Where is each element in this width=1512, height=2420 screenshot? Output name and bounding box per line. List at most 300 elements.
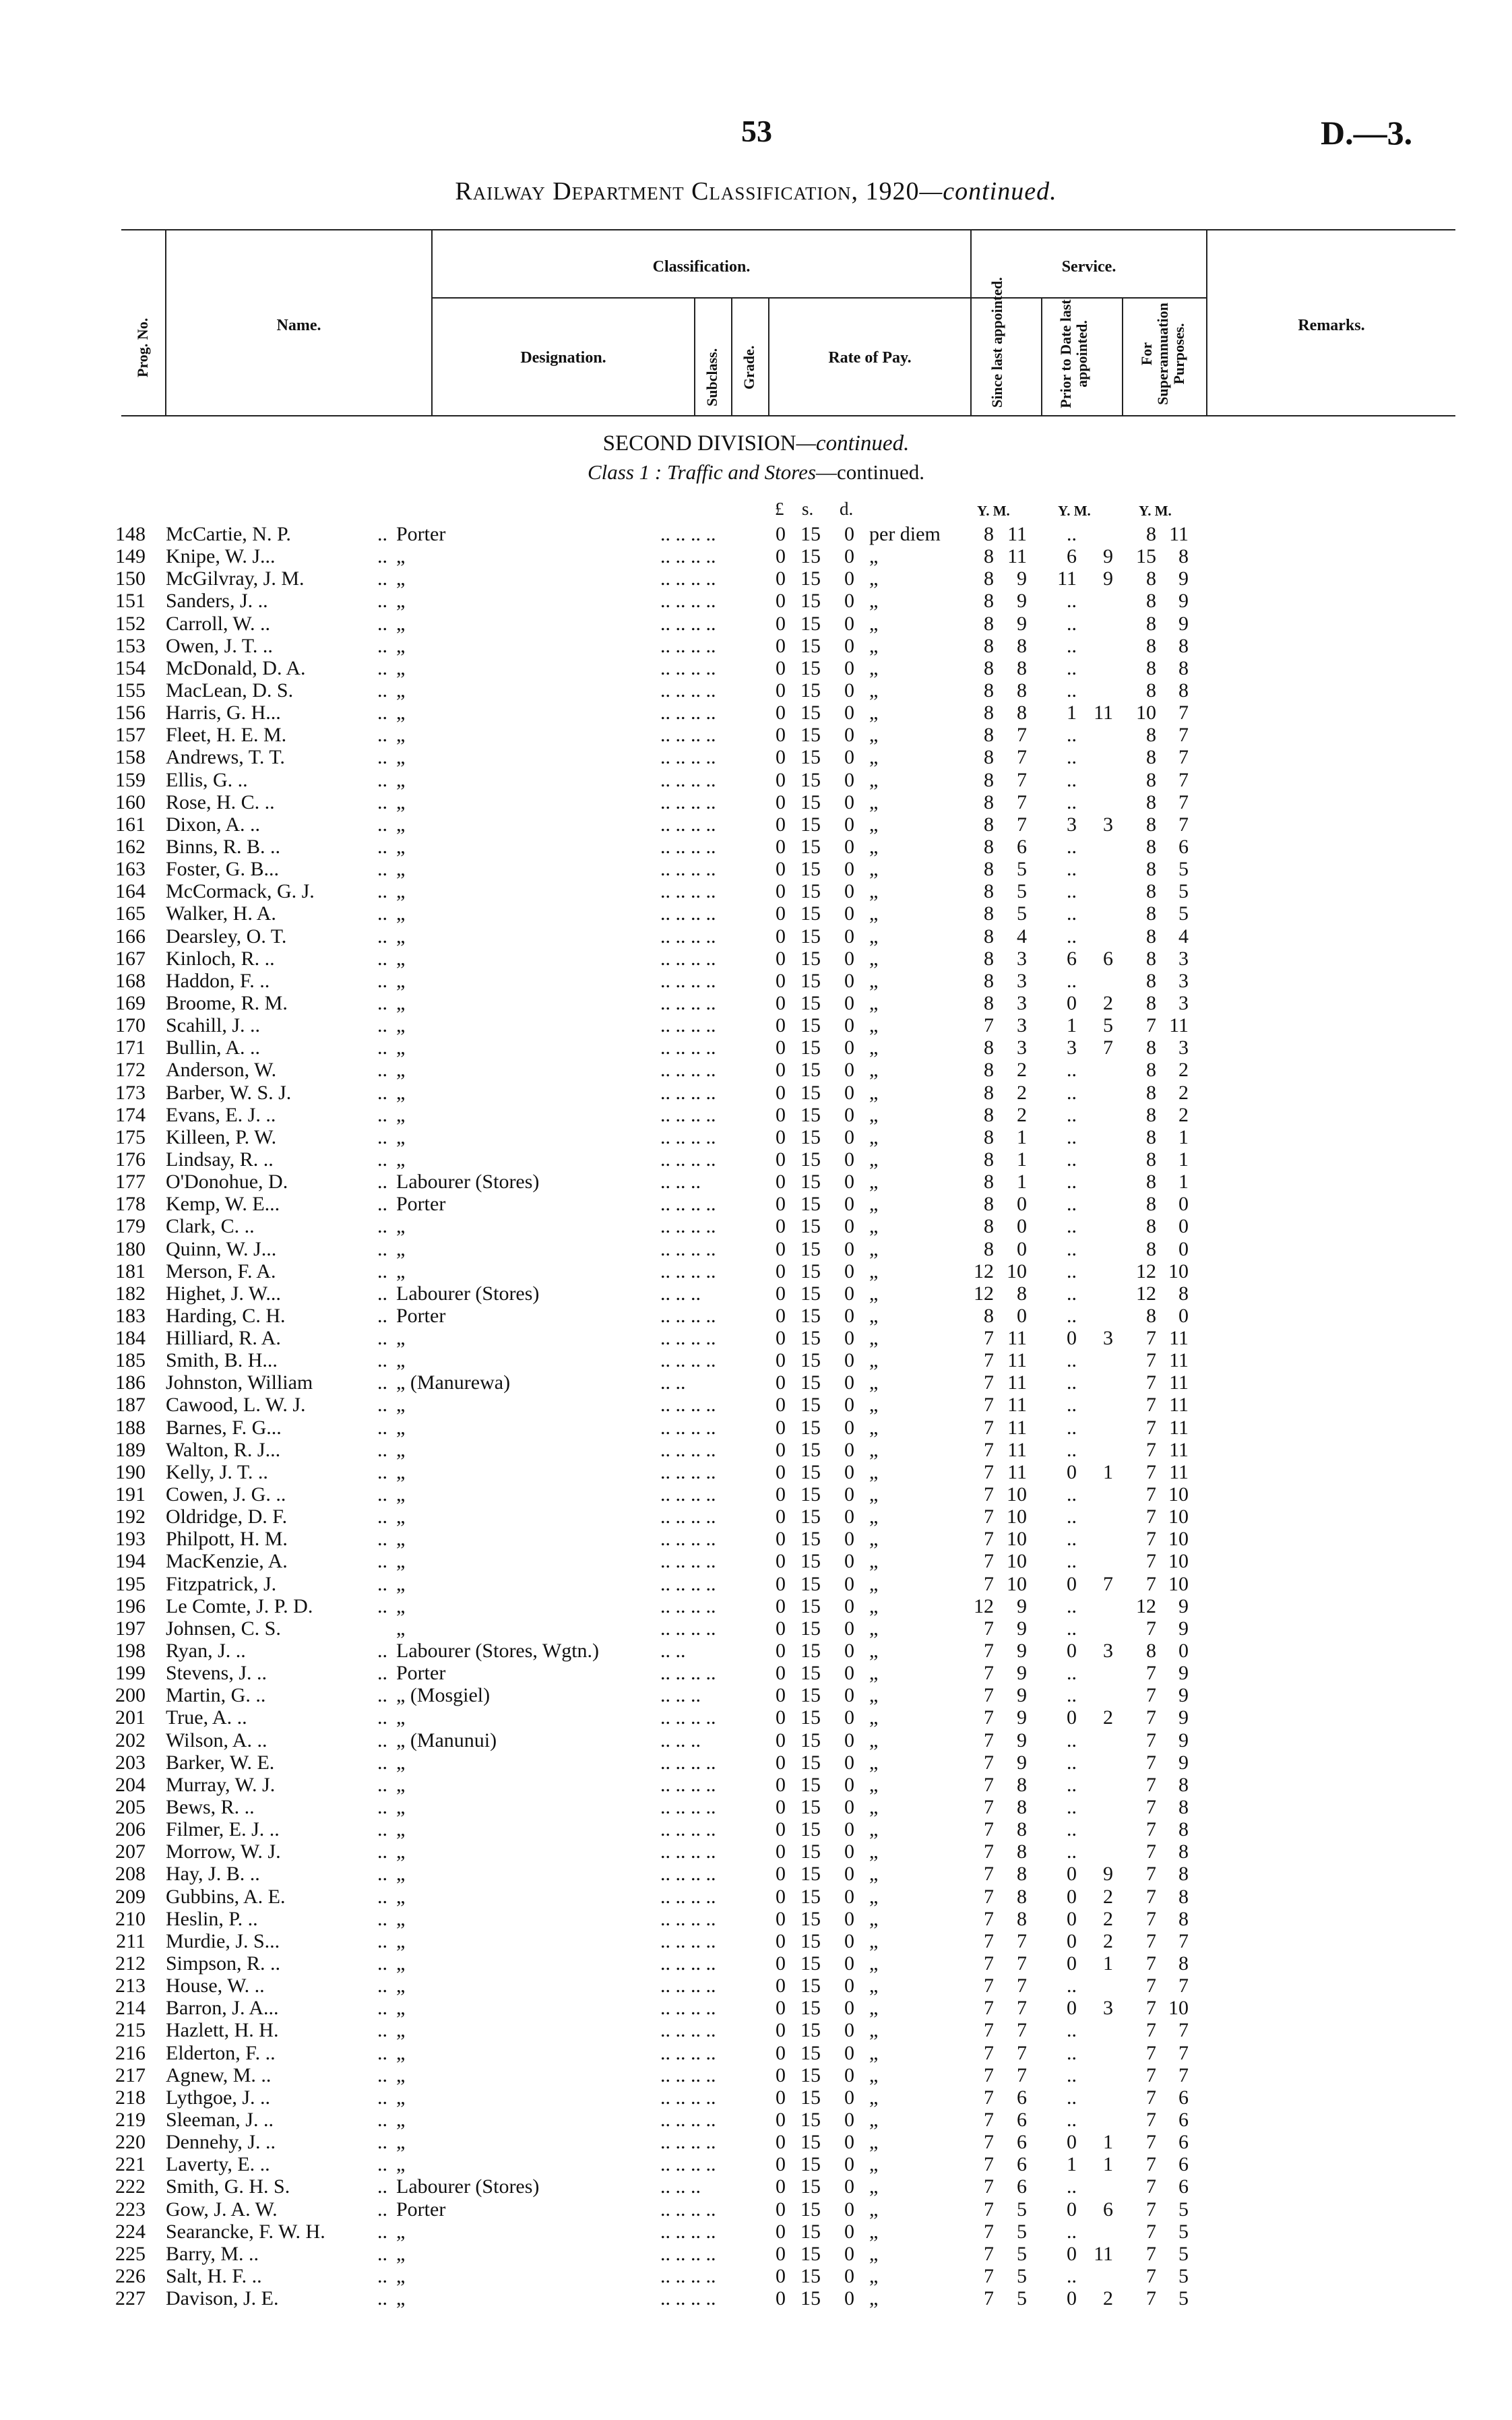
pay-pounds: 0 — [776, 1483, 786, 1506]
leader-dots: .. .. .. .. — [660, 1572, 716, 1595]
prior-years: 0 — [1067, 2242, 1077, 2265]
super-years: 7 — [1146, 1952, 1156, 1975]
prior-months: 2 — [1103, 991, 1113, 1014]
designation: „ — [396, 1997, 406, 2020]
leader-dots: .. .. .. .. — [660, 2264, 716, 2287]
leader-dots: .. .. .. .. — [660, 1594, 716, 1617]
prior-years: 0 — [1067, 1640, 1077, 1663]
since-years: 8 — [984, 1193, 994, 1216]
table-row — [0, 1148, 1512, 1171]
designation: „ — [396, 1059, 406, 1082]
pay-shillings: 15 — [800, 1215, 821, 1238]
prior-months: 3 — [1103, 1640, 1113, 1663]
pay-shillings: 15 — [800, 2175, 821, 2198]
super-years: 7 — [1146, 1483, 1156, 1506]
leader-dots: .. .. .. .. — [660, 567, 716, 590]
designation: „ — [396, 679, 406, 702]
pay-pence: 0 — [844, 1036, 854, 1059]
super-months: 10 — [1168, 1572, 1189, 1595]
pay-pounds: 0 — [776, 1796, 786, 1819]
pay-pence: 0 — [844, 1193, 854, 1216]
since-years: 7 — [984, 2064, 994, 2086]
employee-name: Cowen, J. G. .. — [166, 1483, 286, 1506]
super-months: 7 — [1178, 790, 1189, 813]
pay-pounds: 0 — [776, 545, 786, 568]
prog-no: 149 — [115, 545, 146, 568]
pay-shillings: 15 — [800, 1528, 821, 1551]
designation: „ — [396, 835, 406, 858]
prog-no: 166 — [115, 925, 146, 948]
pay-pounds: 0 — [776, 1371, 786, 1394]
table-row — [0, 1729, 1512, 1751]
since-months: 3 — [1017, 1036, 1027, 1059]
pay-pence: 0 — [844, 702, 854, 724]
table-row — [0, 1506, 1512, 1528]
pay-pounds: 0 — [776, 1684, 786, 1707]
table-row — [0, 1640, 1512, 1662]
employee-name: Evans, E. J. .. — [166, 1103, 276, 1126]
super-years: 7 — [1146, 2041, 1156, 2064]
since-years: 8 — [984, 724, 994, 747]
leader-dots: .. .. .. .. — [660, 1327, 716, 1350]
leader-dots: .. .. .. .. — [660, 1260, 716, 1282]
super-years: 8 — [1146, 947, 1156, 970]
since-years: 7 — [984, 1349, 994, 1372]
pay-shillings: 15 — [800, 1594, 821, 1617]
leader-dots: .. .. .. .. — [660, 1483, 716, 1506]
pay-pence: 0 — [844, 1796, 854, 1819]
super-months: 3 — [1178, 991, 1189, 1014]
name-leader: .. — [377, 1818, 387, 1841]
since-years: 8 — [984, 523, 994, 545]
pay-shillings: 15 — [800, 2086, 821, 2109]
designation: „ — [396, 1394, 406, 1417]
super-months: 8 — [1178, 1796, 1189, 1819]
leader-dots: .. .. .. .. — [660, 813, 716, 836]
table-row — [0, 925, 1512, 948]
super-months: 0 — [1178, 1304, 1189, 1327]
pay-period: „ — [869, 1349, 879, 1372]
pay-pounds: 0 — [776, 1349, 786, 1372]
table-row — [0, 2221, 1512, 2243]
pay-period: „ — [869, 1617, 879, 1640]
prior-years: 3 — [1067, 1036, 1077, 1059]
pay-pence: 0 — [844, 2086, 854, 2109]
pay-pence: 0 — [844, 1416, 854, 1439]
super-months: 9 — [1178, 1706, 1189, 1729]
leader-dots: .. .. .. .. — [660, 634, 716, 657]
prog-no: 176 — [115, 1148, 146, 1171]
super-months: 8 — [1178, 1773, 1189, 1796]
pay-shillings: 15 — [800, 1304, 821, 1327]
prior-years: 0 — [1067, 1572, 1077, 1595]
table-row — [0, 1550, 1512, 1572]
pay-shillings: 15 — [800, 1684, 821, 1707]
pay-shillings: 15 — [800, 612, 821, 635]
since-months: 2 — [1017, 1081, 1027, 1104]
since-months: 5 — [1017, 858, 1027, 881]
pay-pence: 0 — [844, 991, 854, 1014]
pay-pence: 0 — [844, 1640, 854, 1663]
employee-name: Searancke, F. W. H. — [166, 2220, 325, 2243]
pay-shillings: 15 — [800, 2264, 821, 2287]
pay-shillings: 15 — [800, 724, 821, 747]
since-months: 9 — [1017, 567, 1027, 590]
prior-months: 2 — [1103, 1907, 1113, 1930]
pay-shillings: 15 — [800, 1081, 821, 1104]
super-years: 7 — [1146, 2198, 1156, 2221]
header-classification: Classification. — [652, 258, 751, 276]
leader-dots: .. .. .. .. — [660, 612, 716, 635]
table-row — [0, 1818, 1512, 1840]
since-years: 8 — [984, 858, 994, 881]
pay-pence: 0 — [844, 545, 854, 568]
super-months: 8 — [1178, 634, 1189, 657]
name-leader: .. — [377, 1438, 387, 1461]
pay-pounds: 0 — [776, 2108, 786, 2131]
since-years: 7 — [984, 2198, 994, 2221]
pay-shillings: 15 — [800, 858, 821, 881]
designation: „ — [396, 2086, 406, 2109]
leader-dots: .. .. .. .. — [660, 1662, 716, 1685]
leader-dots: .. .. .. .. — [660, 724, 716, 747]
pay-shillings: 15 — [800, 1438, 821, 1461]
pay-pence: 0 — [844, 1617, 854, 1640]
since-months: 11 — [1007, 1394, 1027, 1417]
since-months: 8 — [1017, 1840, 1027, 1863]
name-leader: .. — [377, 746, 387, 769]
super-years: 8 — [1146, 1036, 1156, 1059]
super-years: 8 — [1146, 969, 1156, 992]
super-months: 11 — [1169, 1327, 1189, 1350]
super-months: 10 — [1168, 1550, 1189, 1573]
pay-pence: 0 — [844, 858, 854, 881]
pay-pence: 0 — [844, 567, 854, 590]
name-leader: .. — [377, 2220, 387, 2243]
pay-period: „ — [869, 1125, 879, 1148]
pay-shillings: 15 — [800, 2131, 821, 2154]
prog-no: 169 — [115, 991, 146, 1014]
prog-no: 175 — [115, 1125, 146, 1148]
table-row — [0, 1394, 1512, 1416]
pay-pounds: 0 — [776, 1282, 786, 1305]
pay-period: „ — [869, 1171, 879, 1193]
pay-period: „ — [869, 1975, 879, 1997]
designation: Labourer (Stores, Wgtn.) — [396, 1640, 600, 1663]
employee-name: Smith, B. H... — [166, 1349, 278, 1372]
pay-pounds: 0 — [776, 813, 786, 836]
name-leader: .. — [377, 1349, 387, 1372]
since-months: 11 — [1007, 545, 1027, 568]
designation: „ — [396, 1081, 406, 1104]
pay-shillings: 15 — [800, 1237, 821, 1260]
pay-period: „ — [869, 2108, 879, 2131]
table-row — [0, 2243, 1512, 2265]
prog-no: 162 — [115, 835, 146, 858]
employee-name: Andrews, T. T. — [166, 746, 285, 769]
since-months: 10 — [1007, 1528, 1027, 1551]
pay-pence: 0 — [844, 1438, 854, 1461]
pay-pence: 0 — [844, 1148, 854, 1171]
employee-name: Merson, F. A. — [166, 1260, 276, 1282]
pay-pence: 0 — [844, 1550, 854, 1573]
pay-period: „ — [869, 813, 879, 836]
designation: „ — [396, 947, 406, 970]
pay-shillings: 15 — [800, 679, 821, 702]
prog-no: 209 — [115, 1885, 146, 1908]
employee-name: Davison, J. E. — [166, 2287, 279, 2310]
employee-name: Martin, G. .. — [166, 1684, 266, 1707]
since-years: 8 — [984, 634, 994, 657]
table-row — [0, 2265, 1512, 2287]
leader-dots: .. .. .. .. — [660, 1416, 716, 1439]
employee-name: Lythgoe, J. .. — [166, 2086, 270, 2109]
employee-name: Lindsay, R. .. — [166, 1148, 274, 1171]
employee-name: Stevens, J. .. — [166, 1662, 267, 1685]
pay-pence: 0 — [844, 1907, 854, 1930]
prog-no: 150 — [115, 567, 146, 590]
super-years: 7 — [1146, 1773, 1156, 1796]
prog-no: 204 — [115, 1773, 146, 1796]
section-division: SECOND DIVISION — [602, 431, 796, 456]
since-months: 3 — [1017, 991, 1027, 1014]
designation: „ — [396, 1952, 406, 1975]
pay-shillings: 15 — [800, 1148, 821, 1171]
leader-dots: .. .. .. .. — [660, 1506, 716, 1528]
since-months: 3 — [1017, 947, 1027, 970]
since-months: 6 — [1017, 2175, 1027, 2198]
leader-dots: .. .. .. .. — [660, 1103, 716, 1126]
prog-no: 227 — [115, 2287, 146, 2310]
designation: „ — [396, 1840, 406, 1863]
employee-name: Anderson, W. — [166, 1059, 277, 1082]
super-years: 8 — [1146, 567, 1156, 590]
super-years: 7 — [1146, 1997, 1156, 2020]
employee-name: MacKenzie, A. — [166, 1550, 288, 1573]
super-months: 7 — [1178, 746, 1189, 769]
pay-pounds: 0 — [776, 1460, 786, 1483]
table-row — [0, 1126, 1512, 1148]
super-months: 7 — [1178, 724, 1189, 747]
super-months: 6 — [1178, 2086, 1189, 2109]
table-row — [0, 2019, 1512, 2041]
pay-pence: 0 — [844, 1840, 854, 1863]
prog-no: 171 — [115, 1036, 146, 1059]
prior-years: .. — [1067, 1550, 1077, 1573]
since-months: 6 — [1017, 2086, 1027, 2109]
name-leader: .. — [377, 567, 387, 590]
pay-pounds: 0 — [776, 2242, 786, 2265]
employee-name: Hay, J. B. .. — [166, 1863, 260, 1886]
table-row — [0, 657, 1512, 679]
pay-pounds: 0 — [776, 2019, 786, 2042]
leader-dots: .. .. .. — [660, 1171, 701, 1193]
prog-no: 153 — [115, 634, 146, 657]
pay-pounds: 0 — [776, 2264, 786, 2287]
pay-period: „ — [869, 2287, 879, 2310]
prior-years: .. — [1067, 1304, 1077, 1327]
name-leader: .. — [377, 1416, 387, 1439]
prior-years: 1 — [1067, 2153, 1077, 2176]
leader-dots: .. .. .. .. — [660, 880, 716, 903]
col-sep-3 — [694, 297, 695, 415]
prog-no: 179 — [115, 1215, 146, 1238]
pay-shillings: 15 — [800, 2064, 821, 2086]
prog-no: 188 — [115, 1416, 146, 1439]
super-months: 8 — [1178, 545, 1189, 568]
pay-pounds: 0 — [776, 1304, 786, 1327]
pay-pounds: 0 — [776, 1929, 786, 1952]
since-years: 8 — [984, 969, 994, 992]
since-months: 6 — [1017, 835, 1027, 858]
since-years: 7 — [984, 2220, 994, 2243]
prog-no: 203 — [115, 1751, 146, 1774]
employee-name: Kelly, J. T. .. — [166, 1460, 268, 1483]
since-years: 8 — [984, 612, 994, 635]
pay-shillings: 15 — [800, 702, 821, 724]
pay-shillings: 15 — [800, 2287, 821, 2310]
leader-dots: .. .. .. .. — [660, 1237, 716, 1260]
since-years: 8 — [984, 1125, 994, 1148]
since-months: 5 — [1017, 2220, 1027, 2243]
prog-no: 155 — [115, 679, 146, 702]
since-years: 7 — [984, 1952, 994, 1975]
prior-years: .. — [1067, 1662, 1077, 1685]
prior-years: 0 — [1067, 1907, 1077, 1930]
table-row — [0, 702, 1512, 724]
super-months: 7 — [1178, 2019, 1189, 2042]
designation: „ — [396, 1929, 406, 1952]
employee-name: House, W. .. — [166, 1975, 265, 1997]
name-leader: .. — [377, 1729, 387, 1751]
leader-dots: .. .. .. .. — [660, 1215, 716, 1238]
leader-dots: .. .. .. — [660, 1729, 701, 1751]
pay-pence: 0 — [844, 1751, 854, 1774]
pay-pence: 0 — [844, 1863, 854, 1886]
pay-pounds: 0 — [776, 1863, 786, 1886]
pay-pounds: 0 — [776, 1550, 786, 1573]
name-leader: .. — [377, 1662, 387, 1685]
since-months: 9 — [1017, 1640, 1027, 1663]
prog-no: 195 — [115, 1572, 146, 1595]
table-row — [0, 2064, 1512, 2086]
pay-shillings: 15 — [800, 1483, 821, 1506]
leader-dots: .. .. .. .. — [660, 1997, 716, 2020]
name-leader: .. — [377, 790, 387, 813]
prior-years: .. — [1067, 2041, 1077, 2064]
employee-name: Harding, C. H. — [166, 1304, 286, 1327]
prior-years: .. — [1067, 2108, 1077, 2131]
employee-name: Owen, J. T. .. — [166, 634, 273, 657]
pay-shillings: 15 — [800, 634, 821, 657]
pay-shillings: 15 — [800, 1640, 821, 1663]
pay-shillings: 15 — [800, 1036, 821, 1059]
prog-no: 215 — [115, 2019, 146, 2042]
since-years: 7 — [984, 2108, 994, 2131]
super-months: 10 — [1168, 1528, 1189, 1551]
pay-period: „ — [869, 1751, 879, 1774]
super-years: 8 — [1146, 1193, 1156, 1216]
pay-period: „ — [869, 1997, 879, 2020]
name-leader: .. — [377, 1483, 387, 1506]
super-months: 2 — [1178, 1059, 1189, 1082]
since-months: 7 — [1017, 1952, 1027, 1975]
pay-period: „ — [869, 1282, 879, 1305]
super-months: 9 — [1178, 567, 1189, 590]
pay-shillings: 15 — [800, 1125, 821, 1148]
class-title — [0, 460, 1512, 485]
super-months: 10 — [1168, 1483, 1189, 1506]
designation: „ — [396, 858, 406, 881]
prior-years: .. — [1067, 1729, 1077, 1751]
pay-period: „ — [869, 1729, 879, 1751]
prog-no: 202 — [115, 1729, 146, 1751]
super-years: 7 — [1146, 1706, 1156, 1729]
name-leader: .. — [377, 1148, 387, 1171]
prior-years: .. — [1067, 2019, 1077, 2042]
super-years: 7 — [1146, 1438, 1156, 1461]
header-top-rule — [121, 229, 1455, 230]
super-months: 5 — [1178, 2220, 1189, 2243]
prog-no: 221 — [115, 2153, 146, 2176]
prog-no: 189 — [115, 1438, 146, 1461]
pay-pounds: 0 — [776, 1617, 786, 1640]
pay-pounds: 0 — [776, 991, 786, 1014]
prior-years: .. — [1067, 2064, 1077, 2086]
designation: „ — [396, 925, 406, 948]
pay-shillings: 15 — [800, 991, 821, 1014]
since-years: 7 — [984, 1506, 994, 1528]
prior-years: 3 — [1067, 813, 1077, 836]
since-years: 8 — [984, 947, 994, 970]
prior-months: 7 — [1103, 1572, 1113, 1595]
pay-pence: 0 — [844, 1952, 854, 1975]
pay-period: „ — [869, 702, 879, 724]
super-months: 7 — [1178, 702, 1189, 724]
since-months: 7 — [1017, 1975, 1027, 1997]
since-months: 10 — [1007, 1550, 1027, 1573]
table-row — [0, 2086, 1512, 2109]
pay-shillings: 15 — [800, 1349, 821, 1372]
super-months: 0 — [1178, 1237, 1189, 1260]
prog-no: 191 — [115, 1483, 146, 1506]
designation: „ — [396, 1706, 406, 1729]
pay-pence: 0 — [844, 1528, 854, 1551]
table-row — [0, 1796, 1512, 1818]
prior-years: .. — [1067, 1148, 1077, 1171]
prog-no: 163 — [115, 858, 146, 881]
prior-months: 9 — [1103, 567, 1113, 590]
prior-years: .. — [1067, 1215, 1077, 1238]
pay-period: „ — [869, 858, 879, 881]
super-months: 3 — [1178, 969, 1189, 992]
pay-period: „ — [869, 1014, 879, 1037]
leader-dots: .. .. .. — [660, 1282, 701, 1305]
super-years: 8 — [1146, 1640, 1156, 1663]
pay-pence: 0 — [844, 969, 854, 992]
name-leader: .. — [377, 702, 387, 724]
since-years: 7 — [984, 1438, 994, 1461]
prior-months: 2 — [1103, 1706, 1113, 1729]
table-row — [0, 880, 1512, 902]
super-months: 0 — [1178, 1193, 1189, 1216]
unit-shillings: s. — [802, 499, 814, 519]
prog-no: 151 — [115, 590, 146, 613]
pay-period: „ — [869, 1394, 879, 1417]
pay-shillings: 15 — [800, 1282, 821, 1305]
pay-period: „ — [869, 1193, 879, 1216]
pay-period: „ — [869, 2175, 879, 2198]
